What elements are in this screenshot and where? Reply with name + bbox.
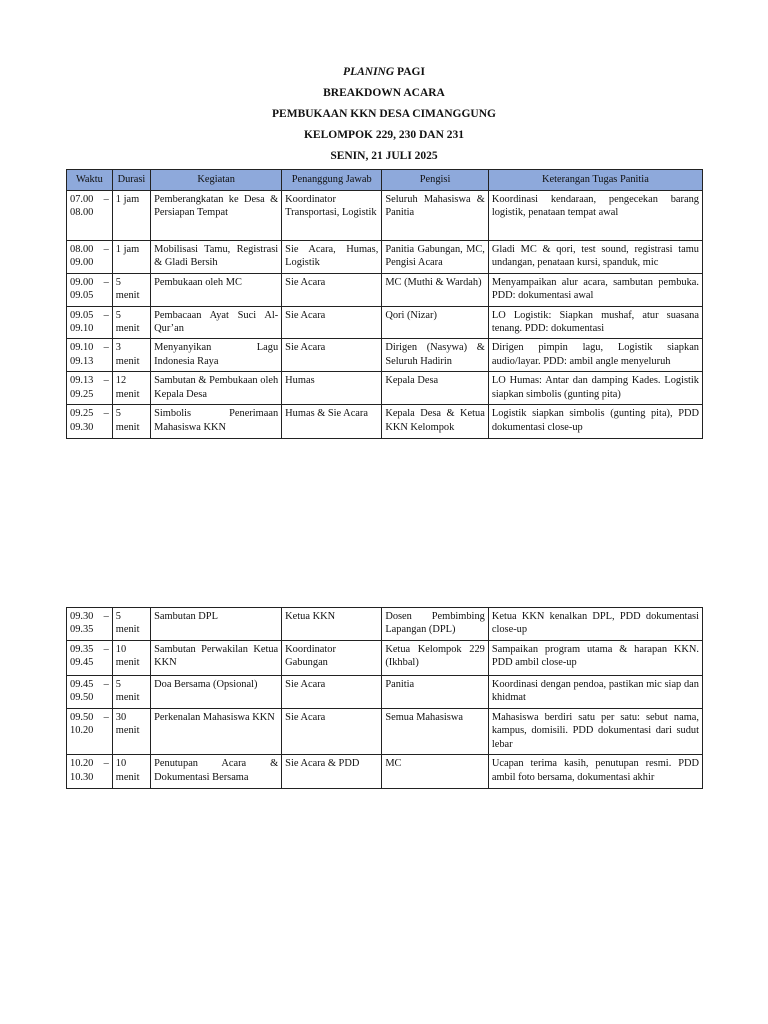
table-row — [67, 273, 703, 306]
cell-durasi: 1 jam — [112, 241, 150, 274]
cell-waktu: 09.00 – 09.05 — [67, 273, 113, 306]
cell-durasi: 1 jam — [112, 191, 150, 241]
subtitle-date: SENIN, 21 JULI 2025 — [330, 150, 438, 162]
cell-kegiatan: Sambutan DPL — [151, 608, 282, 641]
title-rest: PAGI — [394, 66, 425, 78]
table-row — [67, 676, 703, 709]
cell-kegiatan: Mobilisasi Tamu, Registrasi & Gladi Bersih — [151, 241, 282, 274]
agenda-rows-part-1 — [67, 191, 703, 439]
cell-waktu: 09.13 – 09.25 — [67, 372, 113, 405]
cell-kegiatan: Doa Bersama (Opsional) — [151, 676, 282, 709]
cell-durasi: 12 menit — [112, 372, 150, 405]
cell-pengisi: Ketua Kelompok 229 (Ikhbal) — [382, 641, 489, 676]
title-line — [0, 62, 768, 83]
cell-kegiatan: Sambutan & Pembukaan oleh Kepala Desa — [151, 372, 282, 405]
column-header-keterangan: Keterangan Tugas Panitia — [488, 170, 702, 191]
cell-keterangan: Gladi MC & qori, test sound, registrasi tamu undangan, penataan kursi, spanduk, mic — [488, 241, 702, 274]
column-header-penanggung-jawab: Penanggung Jawab — [282, 170, 382, 191]
cell-pengisi: Seluruh Mahasiswa & Panitia — [382, 191, 489, 241]
cell-keterangan: Logistik siapkan simbolis (gunting pita), PDD dokumentasi close-up — [488, 405, 702, 439]
cell-penanggung-jawab: Koordinator Gabungan — [282, 641, 382, 676]
cell-durasi: 10 menit — [112, 641, 150, 676]
column-header-pengisi: Pengisi — [382, 170, 489, 191]
cell-penanggung-jawab: Sie Acara — [282, 709, 382, 755]
cell-pengisi: Dosen Pembimbing Lapangan (DPL) — [382, 608, 489, 641]
cell-pengisi: Panitia — [382, 676, 489, 709]
cell-durasi: 30 menit — [112, 709, 150, 755]
cell-kegiatan: Sambutan Perwakilan Ketua KKN — [151, 641, 282, 676]
agenda-rows-part-2 — [67, 608, 703, 789]
table-row — [67, 241, 703, 274]
table-row — [67, 709, 703, 755]
cell-kegiatan: Pemberangkatan ke Desa & Persiapan Tempat — [151, 191, 282, 241]
cell-keterangan: Ketua KKN kenalkan DPL, PDD dokumentasi close-up — [488, 608, 702, 641]
cell-waktu: 08.00 – 09.00 — [67, 241, 113, 274]
table-row — [67, 641, 703, 676]
subtitle-breakdown: BREAKDOWN ACARA — [323, 87, 445, 99]
cell-kegiatan: Penutupan Acara & Dokumentasi Bersama — [151, 755, 282, 789]
column-header-kegiatan: Kegiatan — [151, 170, 282, 191]
table-row — [67, 306, 703, 339]
cell-keterangan: Koordinasi kendaraan, pengecekan barang logistik, penataan tempat awal — [488, 191, 702, 241]
cell-penanggung-jawab: Koordinator Transportasi, Logistik — [282, 191, 382, 241]
cell-penanggung-jawab: Humas & Sie Acara — [282, 405, 382, 439]
cell-waktu: 07.00 – 08.00 — [67, 191, 113, 241]
cell-keterangan: Sampaikan program utama & harapan KKN. PDD ambil close-up — [488, 641, 702, 676]
table-row — [67, 405, 703, 439]
cell-pengisi: MC — [382, 755, 489, 789]
cell-penanggung-jawab: Sie Acara — [282, 339, 382, 372]
cell-keterangan: Ucapan terima kasih, penutupan resmi. PDD ambil foto bersama, dokumentasi akhir — [488, 755, 702, 789]
agenda-table-part-1 — [66, 169, 703, 439]
cell-penanggung-jawab: Humas — [282, 372, 382, 405]
cell-waktu: 10.20 – 10.30 — [67, 755, 113, 789]
title-italic: PLANING — [343, 66, 395, 78]
cell-waktu: 09.45 – 09.50 — [67, 676, 113, 709]
table-row — [67, 755, 703, 789]
column-header-durasi: Durasi — [112, 170, 150, 191]
cell-kegiatan: Pembacaan Ayat Suci Al-Qur’an — [151, 306, 282, 339]
table-row — [67, 608, 703, 641]
cell-pengisi: Kepala Desa & Ketua KKN Kelompok — [382, 405, 489, 439]
cell-penanggung-jawab: Sie Acara, Humas, Logistik — [282, 241, 382, 274]
cell-kegiatan: Pembukaan oleh MC — [151, 273, 282, 306]
table-row — [67, 339, 703, 372]
cell-waktu: 09.35 – 09.45 — [67, 641, 113, 676]
cell-pengisi: Qori (Nizar) — [382, 306, 489, 339]
cell-pengisi: Semua Mahasiswa — [382, 709, 489, 755]
cell-waktu: 09.50 – 10.20 — [67, 709, 113, 755]
cell-keterangan: Dirigen pimpin lagu, Logistik siapkan audio/layar. PDD: ambil angle menyeluruh — [488, 339, 702, 372]
cell-durasi: 5 menit — [112, 405, 150, 439]
cell-penanggung-jawab: Sie Acara — [282, 273, 382, 306]
cell-penanggung-jawab: Sie Acara & PDD — [282, 755, 382, 789]
cell-penanggung-jawab: Sie Acara — [282, 306, 382, 339]
cell-waktu: 09.30 – 09.35 — [67, 608, 113, 641]
cell-durasi: 10 menit — [112, 755, 150, 789]
cell-kegiatan: Menyanyikan Lagu Indonesia Raya — [151, 339, 282, 372]
cell-penanggung-jawab: Sie Acara — [282, 676, 382, 709]
column-header-waktu: Waktu — [67, 170, 113, 191]
cell-keterangan: Mahasiswa berdiri satu per satu: sebut nama, kampus, domisili. PDD dokumentasi dari sudut lebar — [488, 709, 702, 755]
table-row — [67, 191, 703, 241]
cell-durasi: 5 menit — [112, 676, 150, 709]
cell-keterangan: Koordinasi dengan pendoa, pastikan mic siap dan khidmat — [488, 676, 702, 709]
table-header-row — [67, 170, 703, 191]
cell-kegiatan: Simbolis Penerimaan Mahasiswa KKN — [151, 405, 282, 439]
agenda-table-part-2 — [66, 607, 703, 789]
table-row — [67, 372, 703, 405]
cell-keterangan: Menyampaikan alur acara, sambutan pembuka. PDD: dokumentasi awal — [488, 273, 702, 306]
cell-penanggung-jawab: Ketua KKN — [282, 608, 382, 641]
cell-durasi: 3 menit — [112, 339, 150, 372]
subtitle-groups: KELOMPOK 229, 230 DAN 231 — [303, 129, 465, 141]
document-header — [0, 62, 768, 167]
cell-keterangan: LO Humas: Antar dan damping Kades. Logistik siapkan simbolis (gunting pita) — [488, 372, 702, 405]
cell-waktu: 09.25 – 09.30 — [67, 405, 113, 439]
cell-kegiatan: Perkenalan Mahasiswa KKN — [151, 709, 282, 755]
cell-durasi: 5 menit — [112, 273, 150, 306]
cell-durasi: 5 menit — [112, 306, 150, 339]
subtitle-event: PEMBUKAAN KKN DESA CIMANGGUNG — [272, 108, 496, 120]
cell-pengisi: Kepala Desa — [382, 372, 489, 405]
cell-pengisi: MC (Muthi & Wardah) — [382, 273, 489, 306]
cell-pengisi: Panitia Gabungan, MC, Pengisi Acara — [382, 241, 489, 274]
cell-waktu: 09.10 – 09.13 — [67, 339, 113, 372]
cell-waktu: 09.05 – 09.10 — [67, 306, 113, 339]
cell-keterangan: LO Logistik: Siapkan mushaf, atur suasana tenang. PDD: dokumentasi — [488, 306, 702, 339]
cell-pengisi: Dirigen (Nasywa) & Seluruh Hadirin — [382, 339, 489, 372]
cell-durasi: 5 menit — [112, 608, 150, 641]
